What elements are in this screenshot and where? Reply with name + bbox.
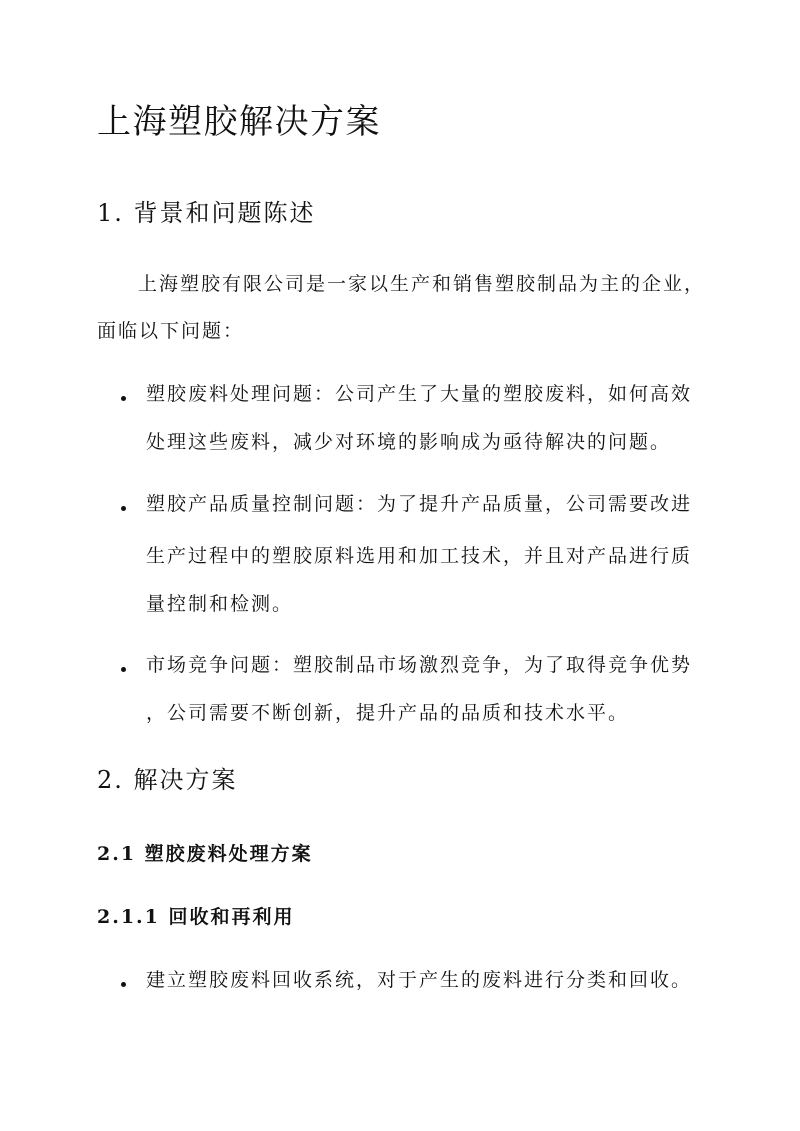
document-title: 上海塑胶解决方案 bbox=[97, 102, 381, 142]
list-item-line: 处理这些废料，减少对环境的影响成为亟待解决的问题。 bbox=[146, 431, 672, 453]
list-item-line: 塑胶废料处理问题：公司产生了大量的塑胶废料，如何高效 bbox=[146, 383, 693, 405]
bullet-dot bbox=[121, 396, 126, 401]
list-item-line: 建立塑胶废料回收系统，对于产生的废料进行分类和回收。 bbox=[146, 969, 693, 991]
list-item-line: 量控制和检测。 bbox=[146, 593, 294, 615]
list-item-line: 塑胶产品质量控制问题：为了提升产品质量，公司需要改进 bbox=[146, 493, 693, 515]
bullet-dot bbox=[121, 982, 126, 987]
section-1-intro-line-1: 上海塑胶有限公司是一家以生产和销售塑胶制品为主的企业， bbox=[138, 273, 706, 295]
subsection-2-1-heading: 2.1 塑胶废料处理方案 bbox=[97, 843, 313, 865]
list-item-line: ，公司需要不断创新，提升产品的品质和技术水平。 bbox=[146, 702, 630, 724]
bullet-dot bbox=[121, 667, 126, 672]
section-1-intro-line-2: 面临以下问题： bbox=[97, 320, 245, 342]
subsection-2-1-1-heading: 2.1.1 回收和再利用 bbox=[97, 906, 295, 928]
section-1-heading: 1. 背景和问题陈述 bbox=[97, 199, 316, 227]
list-item-line: 市场竞争问题：塑胶制品市场激烈竞争，为了取得竞争优势 bbox=[146, 654, 693, 676]
bullet-dot bbox=[121, 506, 126, 511]
section-2-heading: 2. 解决方案 bbox=[97, 766, 238, 794]
list-item-line: 生产过程中的塑胶原料选用和加工技术，并且对产品进行质 bbox=[146, 545, 693, 567]
